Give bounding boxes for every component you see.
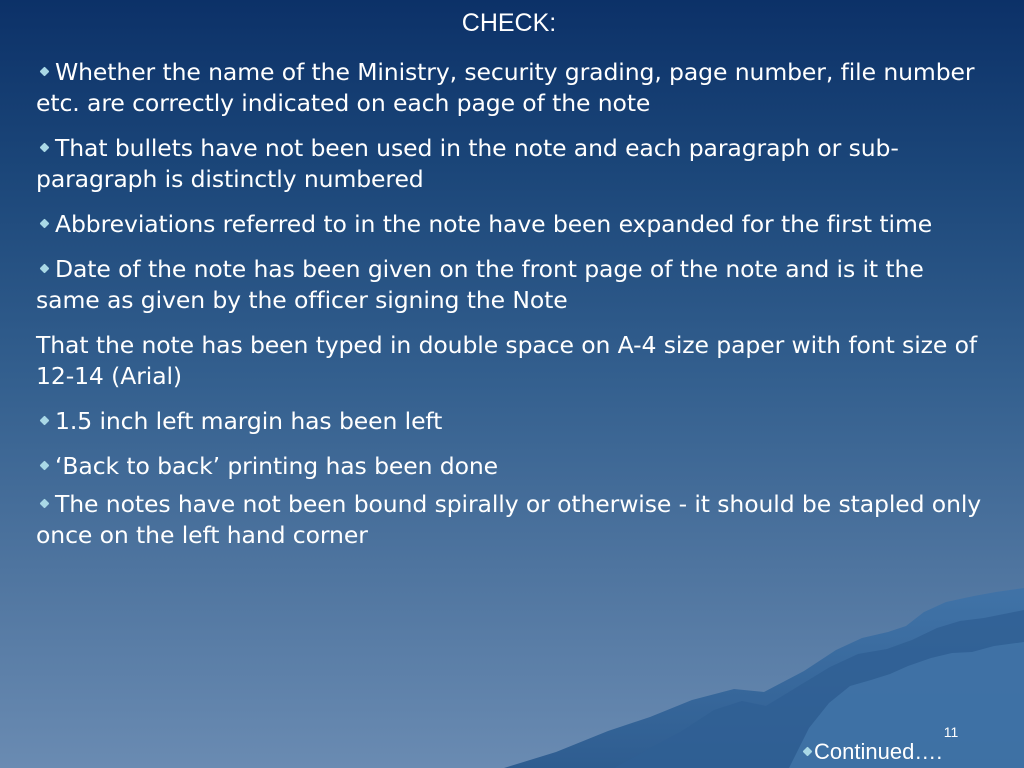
diamond-bullet-icon bbox=[40, 219, 50, 229]
diamond-bullet-icon bbox=[803, 746, 813, 756]
slide-page-number: 11 bbox=[943, 724, 959, 740]
checklist-item-text: That the note has been typed in double space on A-4 size paper with font size of 12-14 (Arial) bbox=[36, 331, 978, 390]
checklist-item-text: Abbreviations referred to in the note have been expanded for the first time bbox=[55, 210, 933, 238]
checklist-item bbox=[36, 451, 984, 482]
checklist-item-text: The notes have not been bound spirally or otherwise - it should be stapled only once on the left hand corner bbox=[36, 490, 982, 549]
checklist-item bbox=[36, 489, 984, 551]
checklist-item bbox=[36, 330, 984, 392]
checklist bbox=[36, 57, 984, 551]
checklist-item-text: Whether the name of the Ministry, security grading, page number, file number etc. are correctly indicated on each page of the note bbox=[36, 58, 975, 117]
checklist-item-text: Date of the note has been given on the front page of the note and is it the same as given by the officer signing the Note bbox=[36, 255, 924, 314]
checklist-item-text: That bullets have not been used in the note and each paragraph or sub-paragraph is distinctly numbered bbox=[36, 134, 899, 193]
checklist-item bbox=[36, 57, 984, 119]
diamond-bullet-icon bbox=[40, 416, 50, 426]
diamond-bullet-icon bbox=[40, 143, 50, 153]
continued-label bbox=[804, 737, 942, 767]
diamond-bullet-icon bbox=[40, 67, 50, 77]
diamond-bullet-icon bbox=[40, 461, 50, 471]
checklist-item bbox=[36, 406, 984, 437]
slide-title: CHECK: bbox=[461, 9, 557, 37]
checklist-item-text: 1.5 inch left margin has been left bbox=[55, 407, 443, 435]
checklist-item bbox=[36, 209, 984, 240]
checklist-item bbox=[36, 254, 984, 316]
continued-text: Continued…. bbox=[814, 739, 943, 764]
diamond-bullet-icon bbox=[40, 499, 50, 509]
checklist-item-text: ‘Back to back’ printing has been done bbox=[55, 452, 499, 480]
diamond-bullet-icon bbox=[40, 264, 50, 274]
checklist-item bbox=[36, 133, 984, 195]
mountain-decoration bbox=[504, 588, 1024, 768]
